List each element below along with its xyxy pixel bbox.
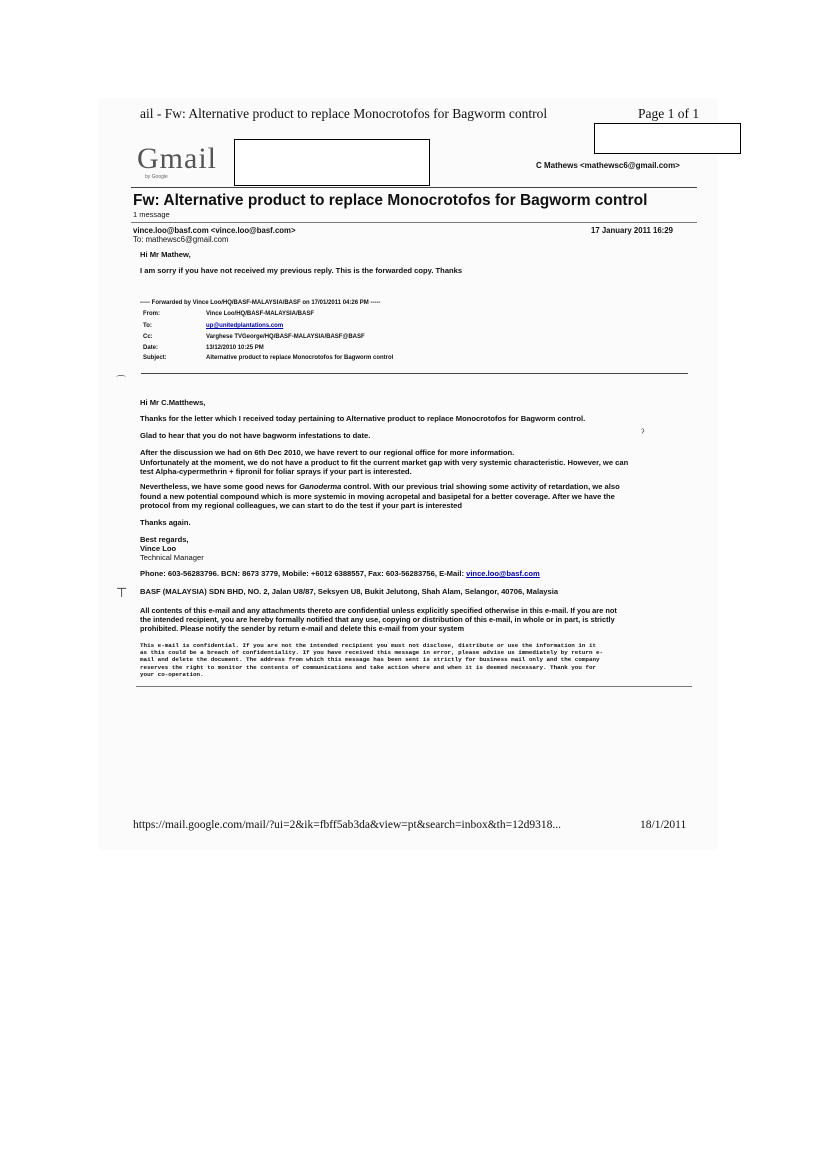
paragraph-1: Thanks for the letter which I received today pertaining to Alternative product to replace Monocrotofos for Bagworm control. bbox=[140, 414, 586, 423]
salutation: Hi Mr C.Matthews, bbox=[140, 398, 206, 407]
confidentiality-notice bbox=[140, 642, 603, 678]
message-count: 1 message bbox=[133, 210, 170, 219]
scan-mark: ⊤ bbox=[116, 585, 128, 600]
paragraph-4 bbox=[140, 482, 620, 511]
print-title: ail - Fw: Alternative product to replace Monocrotofos for Bagworm control bbox=[140, 106, 548, 121]
end-divider bbox=[136, 686, 692, 687]
phone-text: Phone: 603-56283796. BCN: 8673 3779, Mobile: +6012 6388557, Fax: 603-56283756, E-Mail: bbox=[140, 569, 467, 578]
forward-divider bbox=[141, 373, 688, 374]
confidentiality-line: as this could be a breach of confidentiality. If you have received this message in error, please advise us immediately by return e- bbox=[140, 649, 604, 657]
contact-line bbox=[140, 569, 540, 579]
fwd-from-value: Vince Loo/HQ/BASF-MALAYSIA/BASF bbox=[206, 311, 315, 317]
disclaimer-line: All contents of this e-mail and any attachments thereto are confidential unless explicitly specified otherwise in this e-mail. If you are not bbox=[140, 606, 617, 615]
fwd-from-label: From: bbox=[143, 311, 160, 317]
regards: Best regards, bbox=[140, 535, 189, 544]
signer-role: Technical Manager bbox=[140, 553, 204, 562]
paragraph-3-line: After the discussion we had on 6th Dec 2010, we have revert to our regional office for more information. bbox=[140, 448, 515, 457]
paragraph-3-line: test Alpha-cypermethrin + fipronil for foliar sprays if your part is interested. bbox=[140, 467, 412, 477]
disclaimer-line: prohibited. Please notify the sender by return e-mail and delete this e-mail from your system bbox=[140, 624, 465, 634]
ganoderma-term: Ganoderma bbox=[299, 482, 342, 491]
scan-mark: ˀ bbox=[641, 428, 645, 439]
paragraph-2: Glad to hear that you do not have bagworm infestations to date. bbox=[140, 431, 371, 440]
paragraph-4-line: found a new potential compound which is more systemic in moving acropetal and basipetal for a better coverage. After we have the bbox=[140, 491, 615, 501]
gmail-logo-sub: by Google bbox=[145, 174, 168, 180]
forwarded-banner: ----- Forwarded by Vince Loo/HQ/BASF-MALAYSIA/BASF on 17/01/2011 04:26 PM ----- bbox=[140, 300, 381, 306]
print-date: 18/1/2011 bbox=[640, 819, 687, 831]
intro-text: I am sorry if you have not received my previous reply. This is the forwarded copy. Thanks bbox=[140, 266, 463, 275]
recipient: To: mathewsc6@gmail.com bbox=[133, 235, 229, 244]
page-indicator: Page 1 of 1 bbox=[638, 106, 700, 121]
confidentiality-line: mail and delete the document. The address from which this message has been sent is strictly for business mail only and the company bbox=[140, 656, 600, 664]
disclaimer bbox=[140, 606, 617, 634]
thanks-line: Thanks again. bbox=[140, 518, 191, 527]
fwd-date-label: Date: bbox=[143, 345, 159, 351]
fwd-to-label: To: bbox=[143, 323, 152, 329]
fwd-subject-value: Alternative product to replace Monocrotofos for Bagworm control bbox=[206, 355, 394, 361]
greeting: Hi Mr Mathew, bbox=[140, 250, 191, 259]
confidentiality-line: your co-operation. bbox=[140, 670, 204, 678]
thread-subject: Fw: Alternative product to replace Monocrotofos for Bagworm control bbox=[133, 192, 648, 209]
subject-divider bbox=[131, 222, 697, 223]
account-email: C Mathews <mathewsc6@gmail.com> bbox=[536, 161, 680, 170]
fwd-cc-value: Varghese TVGeorge/HQ/BASF-MALAYSIA/BASF@BASF bbox=[206, 334, 365, 340]
signature bbox=[140, 535, 204, 562]
gmail-logo: Gmail bbox=[137, 142, 217, 175]
paragraph-4-line bbox=[140, 482, 620, 492]
signer-name: Vince Loo bbox=[140, 544, 177, 553]
confidentiality-line: This e-mail is confidential. If you are not the intended recipient you must not disclose, distribute or use the information in it bbox=[140, 642, 597, 649]
message-date: 17 January 2011 16:29 bbox=[591, 226, 673, 235]
company-address: BASF (MALAYSIA) SDN BHD, NO. 2, Jalan U8/87, Seksyen U8, Bukit Jelutong, Shah Alam, Selangor, 40706, Malaysia bbox=[140, 587, 559, 596]
fwd-to-link[interactable]: up@unitedplantations.com bbox=[206, 323, 284, 329]
disclaimer-line: the intended recipient, you are hereby formally notified that any use, copying or distribution of this e-mail, in whole or in part, is strictly bbox=[140, 615, 615, 625]
paragraph-3 bbox=[140, 448, 628, 477]
text: Nevertheless, we have some good news for bbox=[140, 482, 300, 491]
confidentiality-line: reserves the right to monitor the contents of communications and take action where and when it is deemed necessary. Thank you for bbox=[140, 663, 597, 671]
sender: vince.loo@basf.com <vince.loo@basf.com> bbox=[133, 226, 296, 235]
fwd-subject-label: Subject: bbox=[143, 355, 167, 361]
print-url: https://mail.google.com/mail/?ui=2&ik=fbff5ab3da&view=pt&search=inbox&th=12d9318... bbox=[133, 819, 561, 831]
paragraph-4-line: protocol from my regional colleagues, we can start to do the test if your part is interested bbox=[140, 501, 462, 511]
scan-mark: ⌒ bbox=[116, 376, 126, 387]
header-divider bbox=[131, 187, 697, 188]
paragraph-3-line: Unfortunately at the moment, we do not have a product to fit the current market gap with very systemic characteristic. However, we can bbox=[140, 457, 629, 467]
fwd-cc-label: Cc: bbox=[143, 334, 153, 340]
redaction-box bbox=[594, 123, 741, 154]
redaction-box bbox=[234, 139, 430, 186]
fwd-date-value: 13/12/2010 10:25 PM bbox=[206, 345, 264, 351]
email-link[interactable]: vince.loo@basf.com bbox=[466, 569, 540, 578]
text: control. With our previous trial showing some activity of retardation, we also bbox=[341, 482, 620, 491]
